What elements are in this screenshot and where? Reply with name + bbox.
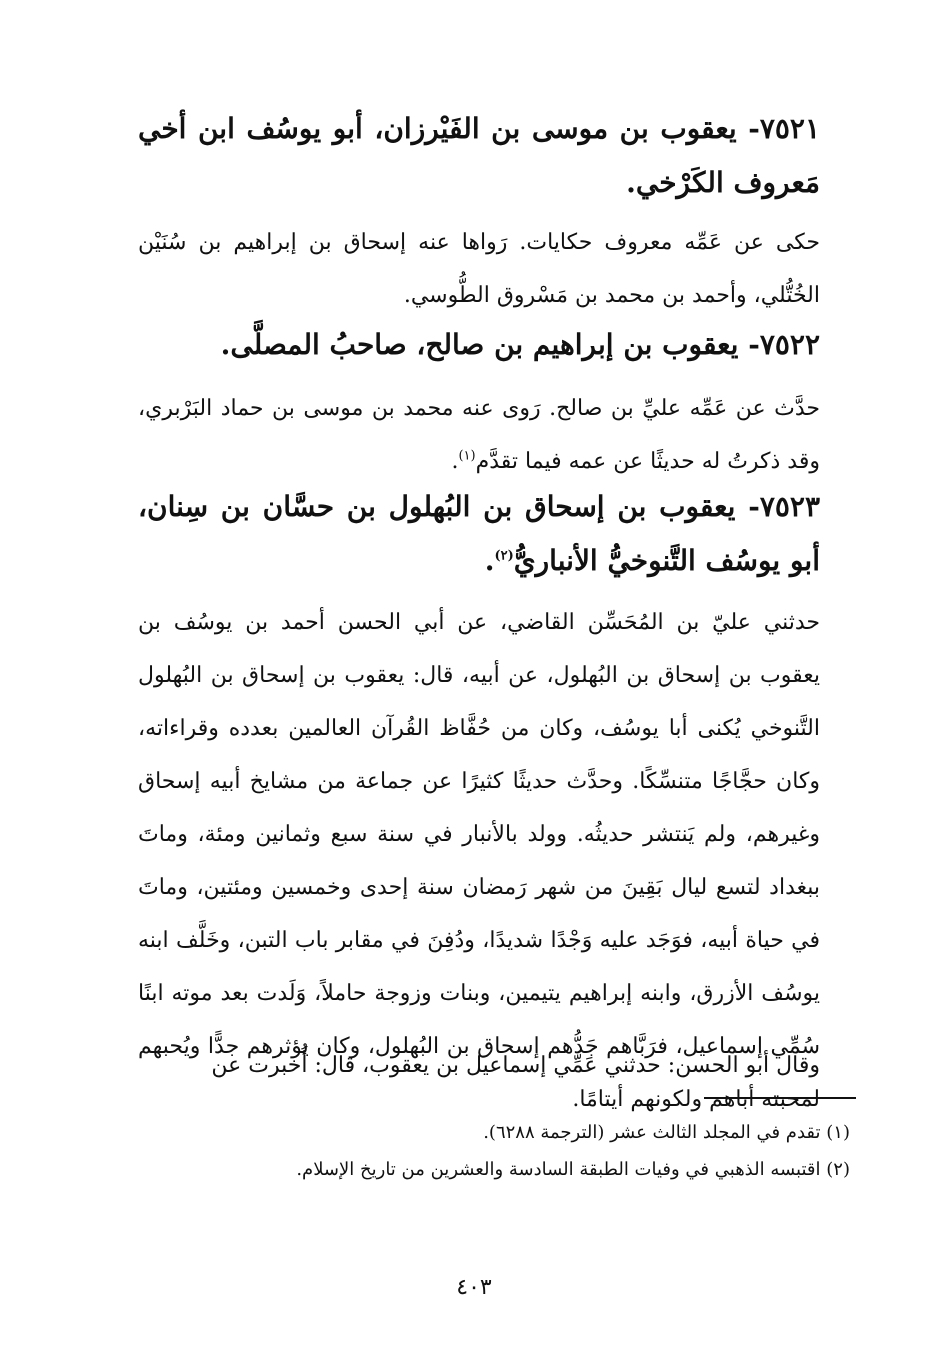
entry-heading-text: ٧٥٢٢- يعقوب بن إبراهيم بن صالح، صاحبُ المصلَّى. <box>220 328 820 361</box>
footnote-ref[interactable]: (١) <box>458 448 476 464</box>
entry-heading-7522 <box>138 318 820 372</box>
footnote-marker: (٢) <box>826 1159 850 1180</box>
entry-heading-end: . <box>484 544 495 577</box>
entry-body-end: . <box>451 449 459 474</box>
trailing-paragraph-text: وقال أبو الحسن: حدثني عَمِّي إسماعيل بن يعقوب، قال: أُخبرت عن <box>211 1053 820 1078</box>
entry-body-7521 <box>138 216 820 322</box>
entry-body-7522 <box>138 382 820 488</box>
footnote-ref[interactable]: (٢) <box>494 548 514 564</box>
trailing-paragraph <box>138 1046 820 1086</box>
entry-body-text: حكى عن عَمِّه معروف حكايات. رَواها عنه إسحاق بن إبراهيم بن سُنَيْن الخُتُّلي، وأحمد بن محمد بن مَسْروق الطُّوسي. <box>138 230 820 308</box>
entry-body-text: حدثني عليّ بن المُحَسِّن القاضي، عن أبي الحسن أحمد بن يوسُف بن يعقوب بن إسحاق بن البُهلول، عن أبيه، قال: يعقوب بن إسحاق بن البُهلول التَّنوخي يُكنى أبا يوسُف، وكان من حُفَّاظ القُرآن العالمين بعدده وقراءاته، وكان حجَّاجًا متنسِّكًا. وحدَّث حديثًا كثيرًا عن جماعة من مشايخ أبيه إسحاق وغيرهم، ولم يَنتشر حديثُه. وولد بالأنبار في سنة سبع وثمانين ومئة، وماتَ ببغداد لتسع ليال بَقِينَ من شهر رَمضان سنة إحدى وخمسين ومئتين، وماتَ في حياة أبيه، فوَجَد عليه وَجْدًا شديدًا، ودُفِنَ في مقابر باب التبن، وخَلَّف ابنه يوسُف الأزرق، وابنه إبراهيم يتيمين، وبنات وزوجة حاملاً، وَلَدت بعد موته ابنًا سُمِّي إسماعيل، فرَبَّاهم جَدُّهم إسحاق بن البُهلول، وكان يؤثرهم جدًّا ويُحبهم لمحبته أباهم ولكونهم أيتامًا. <box>138 610 821 1112</box>
footnotes <box>200 1114 850 1188</box>
entry-body-text: حدَّث عن عَمِّه عليِّ بن صالح. رَوى عنه محمد بن موسى بن حماد البَرْبري، وقد ذكرتُ له حديثًا عن عمه فيما تقدَّم <box>138 396 820 474</box>
footnote-item <box>200 1114 850 1151</box>
footnote-item <box>200 1151 850 1188</box>
footnote-text: تقدم في المجلد الثالث عشر (الترجمة ٦٢٨٨). <box>483 1122 821 1143</box>
entry-heading-7523 <box>138 480 820 588</box>
footnote-marker: (١) <box>826 1122 850 1143</box>
entry-heading-7521 <box>138 102 820 210</box>
footnote-text: اقتبسه الذهبي في وفيات الطبقة السادسة والعشرين من تاريخ الإسلام. <box>296 1159 821 1180</box>
footnote-divider <box>704 1097 856 1099</box>
page-number: ٤٠٣ <box>456 1275 492 1300</box>
entry-heading-text: ٧٥٢١- يعقوب بن موسى بن الفَيْرزان، أبو يوسُف ابن أخي مَعروف الكَرْخي. <box>138 112 820 199</box>
entry-heading-text: ٧٥٢٣- يعقوب بن إسحاق بن البُهلول بن حسَّان بن سِنان، أبو يوسُف التَّنوخيُّ الأنباريُّ <box>138 490 820 577</box>
